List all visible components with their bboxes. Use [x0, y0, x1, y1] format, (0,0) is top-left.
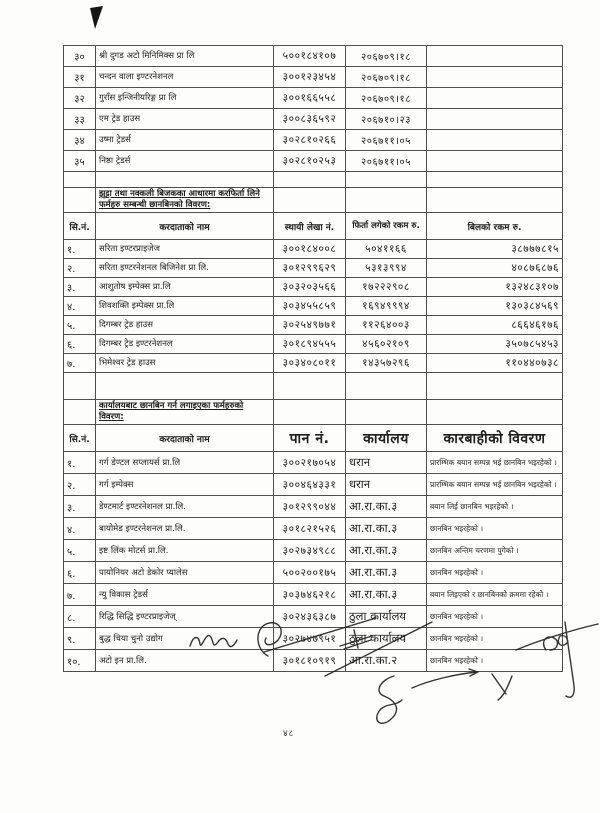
row-serial: ७. [64, 584, 96, 606]
bill-amount: ३८७७७८१५ [427, 240, 563, 259]
header-action-detail: कारबाहीको विवरण [427, 425, 563, 452]
refund-section-title: झुट्टा तथा नक्कली बिजकका आधारमा करफिर्ता लिने फर्महरु सम्बन्धी छानबिनको विवरण: [96, 188, 274, 213]
spacer-row [64, 172, 563, 188]
table-row [64, 452, 563, 474]
signature-1 [190, 635, 237, 646]
taxpayer-name: दिगम्बर ट्रेड इण्टरनेशनल [96, 335, 274, 354]
row-serial: ६. [64, 562, 96, 584]
row-serial: ८. [64, 606, 96, 628]
bill-amount: १३२४८३१०७ [427, 278, 563, 297]
row-serial: ४. [64, 518, 96, 540]
row-serial: ७. [64, 354, 96, 373]
office-name: ठुला कार्यालय [346, 628, 427, 650]
scan-artifact-mark [84, 4, 110, 34]
row-serial: २. [64, 259, 96, 278]
action-detail: छानबिन भइरहेको । [427, 518, 563, 540]
row-serial: ३५ [64, 151, 96, 172]
row-serial: १. [64, 452, 96, 474]
signature-5 [492, 674, 512, 700]
action-detail: प्रारम्भिक बयान सम्पन्न भई छानबिन भइरहेको । [427, 452, 563, 474]
pan-number: ३०१८२१५२६ [274, 518, 346, 540]
taxpayer-name: बायोमेड इण्टरनेशनल प्रा.लि. [96, 518, 274, 540]
pan-number: ३०१२९९०४४ [274, 496, 346, 518]
table-row [64, 354, 563, 373]
header-pan: पान नं. [274, 425, 346, 452]
taxpayer-name: पायोनियर अटो डेकोर प्यालेस [96, 562, 274, 584]
pan-number: ३०१८१०९१९ [274, 650, 346, 672]
taxpayer-name: इष्ट लिंक मोटर्स प्रा.लि. [96, 540, 274, 562]
page-number: ४८ [283, 729, 295, 739]
pan-number: ३०२४३६३८७ [274, 606, 346, 628]
bill-amount: ३५०७८५४५३ [427, 335, 563, 354]
pan-number: ३००१२३४५४ [274, 67, 346, 88]
table-row [64, 335, 563, 354]
signature-3-pen-stroke [340, 630, 372, 649]
row-serial: १. [64, 240, 96, 259]
refund-amount: ५०४११६६ [346, 240, 427, 259]
signature-6-stroke [565, 622, 574, 697]
row-serial: ३२ [64, 88, 96, 109]
empty-remarks-cell [427, 130, 563, 151]
taxpayer-name: निष्ठा ट्रेडर्स [96, 151, 274, 172]
empty-remarks-cell [427, 67, 563, 88]
pan-number: ३००८३६५९२ [274, 109, 346, 130]
taxpayer-name: आशुतोष इम्पेक्स प्रा.लि [96, 278, 274, 297]
header-refund-amount: फिर्ता लगेको रकम रु. [346, 213, 427, 240]
date-value: २०६७०९।१८ [346, 46, 427, 67]
empty-remarks-cell [427, 46, 563, 67]
pan-number: ३०२७३४९८८ [274, 540, 346, 562]
table-row [64, 259, 563, 278]
table-row [64, 518, 563, 540]
table-row [64, 130, 563, 151]
row-serial: १०. [64, 650, 96, 672]
action-detail: छानबिन भइरहेको । [427, 628, 563, 650]
signatures-area [168, 606, 600, 746]
pan-number: ३०३२०३५६६ [274, 278, 346, 297]
taxpayer-name: श्री दुगड अटो मिनिमिक्स प्रा लि [96, 46, 274, 67]
empty-remarks-cell [427, 151, 563, 172]
pan-number: ३००१८४००८ [274, 240, 346, 259]
refund-section [64, 172, 563, 240]
pan-number: ३०२७४७९५१ [274, 628, 346, 650]
office-header-row [64, 425, 563, 452]
empty-remarks-cell [427, 88, 563, 109]
refund-amount: १४३५७२९६ [346, 354, 427, 373]
action-detail: छानबिन भइरहेको । [427, 606, 563, 628]
taxpayer-name: अटो इन प्रा.लि. [96, 650, 274, 672]
table-row [64, 540, 563, 562]
row-serial: ९. [64, 628, 96, 650]
pan-number: ३००१६६५५८ [274, 88, 346, 109]
header-name: करदाताको नाम [96, 425, 274, 452]
signature-4 [377, 676, 402, 723]
header-pan: स्थायी लेखा नं. [274, 213, 346, 240]
refund-header-row [64, 213, 563, 240]
table-row [64, 240, 563, 259]
office-section [64, 373, 563, 452]
taxpayer-name: बुद्ध चिया चुनो उद्योग [96, 628, 274, 650]
refund-amount: ११२६४००३ [346, 316, 427, 335]
taxpayer-name: न्यु विकास ट्रेडर्स [96, 584, 274, 606]
pan-number: ५००२००१७५ [274, 562, 346, 584]
taxpayer-name: रिद्धि सिद्धि इण्टरप्राइजेज् [96, 606, 274, 628]
spacer-row [64, 373, 563, 400]
row-serial: ३. [64, 278, 96, 297]
refund-amount: ४५६०२१०९ [346, 335, 427, 354]
action-detail: छानबिन अन्तिम चरणमा पुगेको । [427, 540, 563, 562]
pan-number: ५००१८४१०७ [274, 46, 346, 67]
tax-investigation-table [63, 45, 563, 672]
taxpayer-name: शिवशक्ति इम्पेक्स प्रा.लि [96, 297, 274, 316]
table-row [64, 316, 563, 335]
action-detail: प्रारम्भिक बयान सम्पन्न भई छानबिन भइरहेको । [427, 474, 563, 496]
table-row [64, 474, 563, 496]
office-name: आ.रा.का.३ [346, 540, 427, 562]
date-value: २०६७१०।२३ [346, 109, 427, 130]
row-serial: २. [64, 474, 96, 496]
header-sn: सि.नं. [64, 213, 96, 240]
taxpayer-name: एम ट्रेड हाउस [96, 109, 274, 130]
taxpayer-name: गर्ग डेण्टल सप्लायर्स प्रा.लि [96, 452, 274, 474]
header-name: करदाताको नाम [96, 213, 274, 240]
office-name: आ.रा.का.३ [346, 584, 427, 606]
office-name: आ.रा.का.३ [346, 562, 427, 584]
date-value: २०६७०९।१८ [346, 67, 427, 88]
office-name: आ.रा.का.३ [346, 518, 427, 540]
pan-number: ३०३७४६२१८ [274, 584, 346, 606]
header-sn: सि.नं. [64, 425, 96, 452]
table-row [64, 562, 563, 584]
pan-number: ३०१८९४५५५ [274, 335, 346, 354]
taxpayer-name: भिमेश्वर ट्रेड हाउस [96, 354, 274, 373]
table-row [64, 46, 563, 67]
action-detail: बयान लिइएको र छानबिनको क्रममा रहेको । [427, 584, 563, 606]
taxpayer-name: उष्मा ट्रेडर्स [96, 130, 274, 151]
date-value: २०६७११।०५ [346, 130, 427, 151]
pan-number: ३०१२९९६२९ [274, 259, 346, 278]
header-bill-amount: बिलको रकम रु. [427, 213, 563, 240]
pan-number: ३०३४०८०११ [274, 354, 346, 373]
refund-table-body [64, 240, 563, 373]
table-row [64, 109, 563, 130]
table-row [64, 584, 563, 606]
row-serial: ३. [64, 496, 96, 518]
office-section-title-row [64, 400, 563, 425]
signature-3-flourish [325, 622, 432, 676]
pan-number: ३०२८१०२५३ [274, 151, 346, 172]
row-serial: ५. [64, 540, 96, 562]
row-serial: ३४ [64, 130, 96, 151]
office-section-title: कार्यालयबाट छानबिन गर्न लगाइएका फर्महरुको विवरण: [96, 400, 274, 425]
signature-4-line [412, 669, 478, 688]
row-serial: ४. [64, 297, 96, 316]
taxpayer-name: गुराँस इन्जिनीयरिङ्ग प्रा लि [96, 88, 274, 109]
bill-amount: १३०३८४५६९ [427, 297, 563, 316]
row-serial: ६. [64, 335, 96, 354]
taxpayer-name: दिगम्बर ट्रेड हाउस [96, 316, 274, 335]
bill-amount: ८६६४६१७६ [427, 316, 563, 335]
bill-amount: ४०८७६८७६ [427, 259, 563, 278]
pan-number: ३०३४५५८५९ [274, 297, 346, 316]
bill-amount: ११०४४०७३८ [427, 354, 563, 373]
row-serial: ३० [64, 46, 96, 67]
taxpayer-name: सरिता इण्टरप्राइजेज [96, 240, 274, 259]
pan-number: ३०२५४९७७१ [274, 316, 346, 335]
action-detail: बयान लिई छानबिन भइरहेको । [427, 496, 563, 518]
table-row [64, 278, 563, 297]
office-name: धरान [346, 452, 427, 474]
top-table-body [64, 46, 563, 172]
taxpayer-name: गर्ग इम्पेक्स [96, 474, 274, 496]
header-office: कार्यालय [346, 425, 427, 452]
row-serial: ३३ [64, 109, 96, 130]
refund-amount: १७२२२९०८ [346, 278, 427, 297]
office-name: आ.रा.का.२ [346, 650, 427, 672]
refund-section-title-row [64, 188, 563, 213]
pan-number: ३००४६४३३१ [274, 474, 346, 496]
refund-amount: १६९४९९९४ [346, 297, 427, 316]
taxpayer-name: डेण्टमार्ट इण्टरनेशनल प्रा.लि. [96, 496, 274, 518]
table-row [64, 151, 563, 172]
action-detail: छानबिन भइरहेको । [427, 562, 563, 584]
taxpayer-name: चन्दन वाला इण्टरनेशनल [96, 67, 274, 88]
pan-number: ३००२१७०५४ [274, 452, 346, 474]
row-serial: ३१ [64, 67, 96, 88]
date-value: २०६७०९।१८ [346, 88, 427, 109]
office-name: धरान [346, 474, 427, 496]
empty-remarks-cell [427, 109, 563, 130]
table-row [64, 88, 563, 109]
table-row [64, 297, 563, 316]
row-serial: ५. [64, 316, 96, 335]
taxpayer-name: सरिता इण्टरनेशनल बिजिनेश प्रा लि. [96, 259, 274, 278]
pan-number: ३०२८१०२६६ [274, 130, 346, 151]
date-value: २०६७११।०५ [346, 151, 427, 172]
office-name: ठुला कार्यालय [346, 606, 427, 628]
refund-amount: ५३१३९९४ [346, 259, 427, 278]
action-detail: छानबिन भइरहेको । [427, 650, 563, 672]
table-row [64, 67, 563, 88]
office-name: आ.रा.का.३ [346, 496, 427, 518]
table-row [64, 496, 563, 518]
